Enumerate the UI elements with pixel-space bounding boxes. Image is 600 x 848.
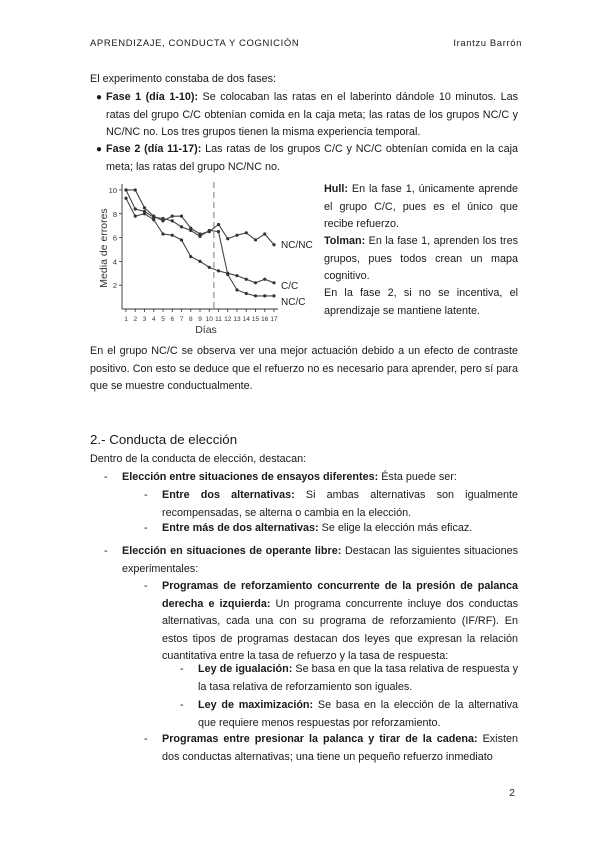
list-item (104, 543, 518, 578)
hull-label: Hull: (324, 183, 348, 195)
y-tick-label: 8 (112, 209, 117, 219)
dash-bullet: - (104, 545, 108, 557)
errors-chart (92, 176, 324, 341)
y-tick-label: 6 (112, 233, 117, 243)
list-item (144, 487, 518, 522)
bullet-icon: ● (96, 144, 103, 155)
dash-bullet: - (180, 699, 184, 711)
dash-bullet: - (180, 663, 184, 675)
data-point (152, 216, 155, 219)
data-point (263, 232, 266, 235)
list-item (180, 661, 518, 696)
data-point (254, 281, 257, 284)
fase-1-item (96, 89, 518, 142)
data-point (143, 206, 146, 209)
x-tick-label: 16 (261, 316, 269, 323)
list-item (144, 731, 518, 766)
list-item (144, 578, 519, 666)
x-tick-label: 12 (224, 316, 232, 323)
x-tick-label: 13 (233, 316, 241, 323)
list-item (144, 520, 518, 538)
data-point (189, 229, 192, 232)
data-point (134, 188, 137, 191)
item-label: Elección en situaciones de operante libre: (122, 545, 342, 557)
y-tick-label: 10 (108, 185, 117, 195)
dash-bullet: - (104, 471, 108, 483)
x-tick-label: 10 (205, 316, 213, 323)
hull-paragraph (324, 181, 518, 234)
tolman-label: Tolman: (324, 235, 366, 247)
data-point (161, 232, 164, 235)
data-point (245, 278, 248, 281)
data-point (226, 237, 229, 240)
series-line (126, 190, 274, 296)
fase-1-label: Fase 1 (día 1-10): (106, 91, 199, 103)
data-point (245, 292, 248, 295)
header-title: APRENDIZAJE, CONDUCTA Y COGNICIÓN (90, 38, 300, 49)
item-text: Se basa en la elección de la alternativa que requiere menos respuestas por reforzamiento. (198, 699, 519, 729)
data-point (143, 210, 146, 213)
data-point (208, 266, 211, 269)
fase-2-item (96, 141, 518, 176)
data-point (254, 238, 257, 241)
legend-ncnc: NC/NC (281, 240, 313, 251)
x-tick-label: 14 (242, 316, 250, 323)
section-title: 2.- Conducta de elección (90, 432, 238, 447)
fase-2-text: Las ratas de los grupos C/C y NC/C obtenían comida en la caja meta; las ratas del grupo NC/NC no. (106, 143, 518, 173)
item-text: Se elige la elección más eficaz. (318, 522, 473, 534)
dash-bullet: - (144, 522, 148, 534)
bullet-icon: ● (96, 92, 103, 103)
data-point (171, 234, 174, 237)
item-text: Existen dos conductas alternativas; una tiene un pequeño refuerzo inmediato (162, 733, 518, 763)
data-point (263, 278, 266, 281)
item-text: Un programa concurrente incluye dos conductas alternativas, cada una con su programa de reforzamiento (IF/RF). En estos tipos de programas destacan dos leyes que expresan la relación cuantitativa entre la tasa de refuerzo y la tasa de respuesta: (162, 597, 519, 663)
x-tick-label: 17 (270, 316, 278, 323)
x-axis-label: Días (195, 324, 217, 336)
item-label: Ley de igualación: (198, 663, 293, 675)
data-point (217, 269, 220, 272)
item-text: Destacan las siguientes situaciones experimentales: (122, 545, 518, 575)
data-point (217, 230, 220, 233)
data-point (180, 238, 183, 241)
data-point (171, 215, 174, 218)
data-point (134, 207, 137, 210)
y-tick-label: 2 (112, 281, 117, 291)
data-point (171, 219, 174, 222)
item-text: Si ambas alternativas son igualmente recompensadas, se alterna o cambia en la elección. (162, 489, 518, 519)
data-point (263, 294, 266, 297)
legend-cc: C/C (281, 281, 299, 292)
data-point (180, 225, 183, 228)
header-author: Irantzu Barrón (453, 38, 522, 49)
series-ncc (124, 188, 275, 297)
legend-ncc: NC/C (281, 297, 306, 308)
x-tick-label: 4 (151, 316, 156, 323)
data-point (189, 255, 192, 258)
x-tick-label: 9 (198, 316, 202, 323)
data-point (217, 223, 220, 226)
data-point (180, 215, 183, 218)
data-point (124, 197, 127, 200)
data-point (124, 188, 127, 191)
item-label: Entre más de dos alternativas: (162, 522, 319, 534)
data-point (272, 243, 275, 246)
tolman-paragraph (324, 233, 518, 286)
data-point (235, 274, 238, 277)
conclusion-paragraph: En el grupo NC/C se observa ver una mejor actuación debido a un efecto de contraste positivo. Con esto se deduce que el refuerzo no es necesario para aprender, pero sí para que se muestre conductualmente. (90, 345, 518, 393)
item-label: Programas entre presionar la palanca y tirar de la cadena: (162, 733, 478, 745)
x-tick-label: 11 (215, 316, 222, 323)
data-point (198, 260, 201, 263)
fase2-paragraph: En la fase 2, si no se incentiva, el aprendizaje se mantiene latente. (324, 287, 518, 317)
data-point (235, 288, 238, 291)
data-point (226, 273, 229, 276)
item-label: Entre dos alternativas: (162, 489, 295, 501)
list-item (104, 469, 518, 487)
fase-2-label: Fase 2 (día 11-17): (106, 143, 202, 155)
y-axis-label: Media de errores (98, 208, 110, 288)
fase-1-text: Se colocaban las ratas en el laberinto dándole 10 minutos. Las ratas del grupo C/C obtenían comida en la caja meta; las ratas de los grupos NC/C y NC/NC no. Los tres grupos tienen la misma experiencia temporal. (106, 91, 518, 139)
data-point (161, 217, 164, 220)
data-point (254, 294, 257, 297)
dash-bullet: - (144, 580, 148, 592)
section-intro: Dentro de la conducta de elección, destacan: (90, 453, 307, 465)
item-label: Ley de maximización: (198, 699, 314, 711)
item-text: Ésta puede ser: (378, 471, 457, 483)
page-number: 2 (509, 787, 515, 799)
data-point (208, 229, 211, 232)
y-tick-label: 4 (112, 257, 117, 267)
item-label: Programas de reforzamiento concurrente de la presión de palanca derecha e izquierda: (162, 580, 518, 610)
intro-text: El experimento constaba de dos fases: (90, 73, 277, 85)
dash-bullet: - (144, 489, 148, 501)
item-label: Elección entre situaciones de ensayos diferentes: (122, 471, 379, 483)
data-point (198, 235, 201, 238)
tolman-text: En la fase 1, aprenden los tres grupos, pues todos crean un mapa cognitivo. (324, 235, 518, 283)
x-tick-label: 3 (142, 316, 147, 323)
data-point (245, 231, 248, 234)
data-point (272, 281, 275, 284)
x-tick-label: 7 (179, 316, 184, 323)
item-text: Se basa en que la tasa relativa de respuesta y la tasa relativa de reforzamiento son iguales. (198, 663, 518, 693)
x-tick-label: 6 (170, 316, 175, 323)
x-tick-label: 2 (133, 316, 138, 323)
dash-bullet: - (144, 733, 148, 745)
data-point (134, 215, 137, 218)
data-point (272, 294, 275, 297)
x-tick-label: 15 (251, 316, 260, 323)
x-tick-label: 8 (188, 316, 193, 323)
list-item (180, 697, 519, 732)
data-point (235, 234, 238, 237)
x-tick-label: 1 (124, 316, 128, 323)
hull-text: En la fase 1, únicamente aprende el grupo C/C, pues es el único que recibe refuerzo. (324, 183, 518, 231)
chart-axes (122, 184, 278, 309)
x-tick-label: 5 (161, 316, 165, 323)
